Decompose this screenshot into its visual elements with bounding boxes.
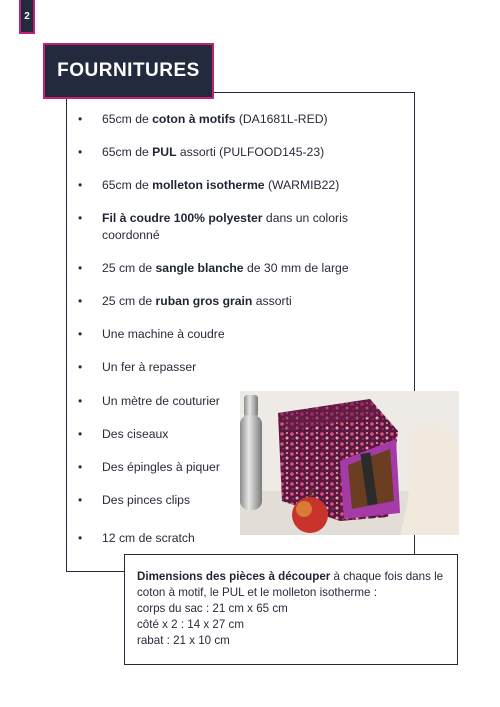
list-item: • Des ciseaux	[78, 426, 368, 443]
list-item: • 65cm de molleton isotherme (WARMIB22)	[78, 177, 368, 194]
list-item: • 25 cm de sangle blanche de 30 mm de large	[78, 260, 368, 277]
cut-dimensions-box	[124, 554, 458, 665]
lunch-bag-photo	[240, 391, 459, 535]
list-item: • Des épingles à piquer	[78, 459, 368, 476]
list-item: • 12 cm de scratch	[78, 530, 368, 547]
list-item: • Une machine à coudre	[78, 326, 368, 343]
list-item: • Fil à coudre 100% polyester dans un coloris coordonné	[78, 210, 368, 244]
list-item: • Un mètre de couturier	[78, 393, 368, 410]
list-item: • 65cm de coton à motifs (DA1681L-RED)	[78, 111, 368, 128]
lunch-bag-illustration	[240, 391, 459, 535]
dimension-line: côté x 2 : 14 x 27 cm	[137, 618, 244, 631]
list-item: • Un fer à repasser	[78, 359, 368, 376]
page-number	[19, 0, 35, 34]
list-item: • 65cm de PUL assorti (PULFOOD145-23)	[78, 144, 368, 161]
section-title-text: FOURNITURES	[57, 60, 200, 81]
dimension-line: rabat : 21 x 10 cm	[137, 634, 230, 647]
list-item: • 25 cm de ruban gros grain assorti	[78, 293, 368, 310]
page-number-text: 2	[24, 10, 30, 22]
list-item: • Des pinces clips	[78, 492, 368, 509]
dimension-line: corps du sac : 21 cm x 65 cm	[137, 602, 288, 615]
section-title	[43, 43, 214, 99]
dimensions-heading: Dimensions des pièces à découper à chaque fois dans le coton à motif, le PUL et le molleton isotherme :	[137, 570, 444, 599]
